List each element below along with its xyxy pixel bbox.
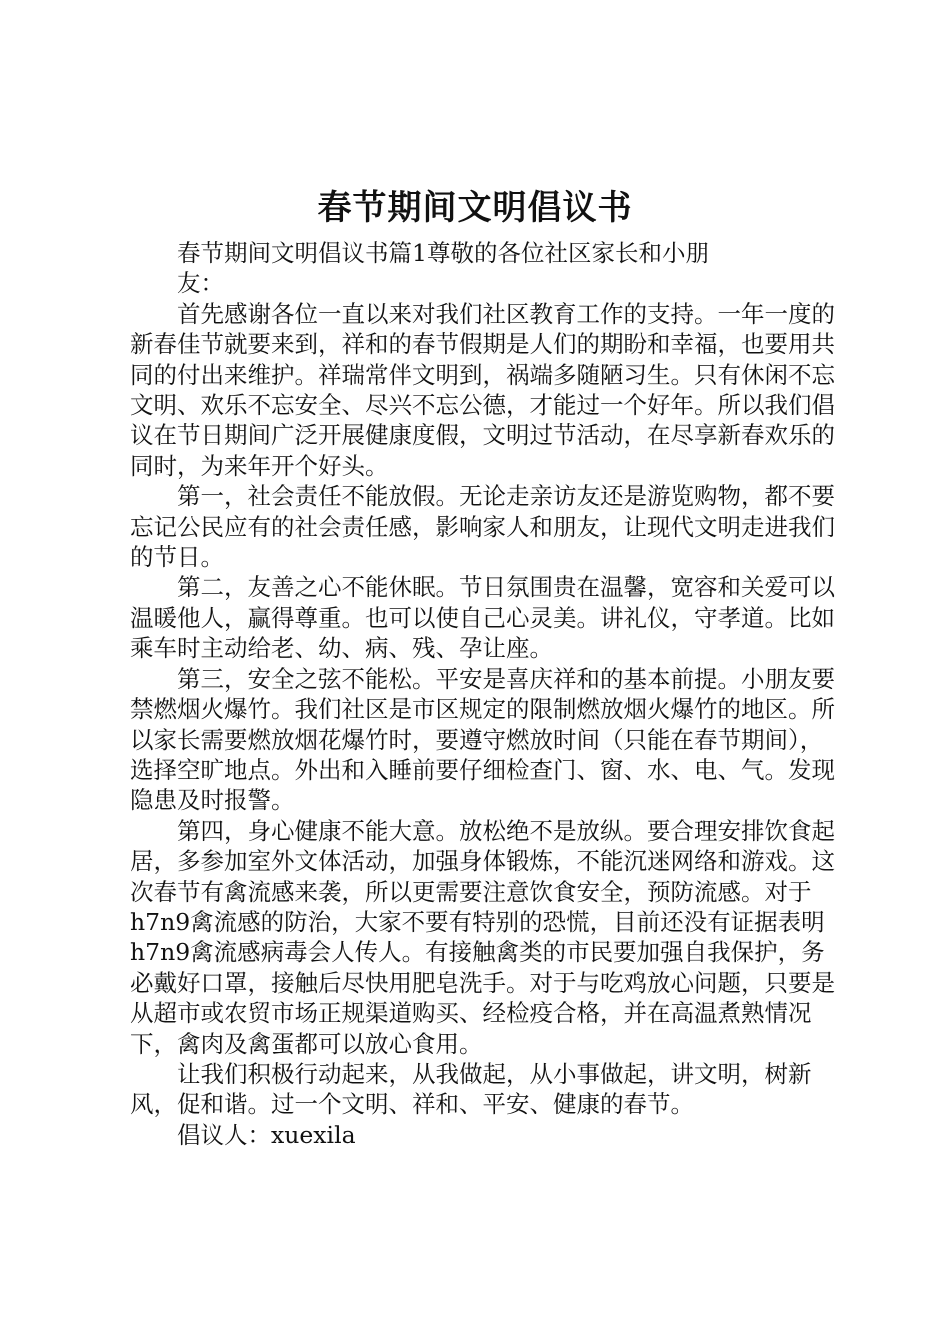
paragraph-first: 第一，社会责任不能放假。无论走亲访友还是游览购物，都不要忘记公民应有的社会责任感，影响家人和朋友，让现代文明走进我们的节日。 [130, 482, 835, 572]
paragraph-intro: 首先感谢各位一直以来对我们社区教育工作的支持。一年一度的新春佳节就要来到，祥和的春节假期是人们的期盼和幸福，也要用共同的付出来维护。祥瑞常伴文明到，祸端多随陋习生。只有休闲不忘文明、欢乐不忘安全、尽兴不忘公德，才能过一个好年。所以我们倡议在节日期间广泛开展健康度假，文明过节活动，在尽享新春欢乐的同时，为来年开个好头。 [130, 299, 835, 480]
document-body [130, 238, 840, 1150]
signature: 倡议人：xuexila [177, 1120, 356, 1149]
lead-line: 春节期间文明倡议书篇1尊敬的各位社区家长和小朋友： [177, 239, 709, 298]
paragraph-fourth: 第四，身心健康不能大意。放松绝不是放纵。要合理安排饮食起居，多参加室外文体活动，加强身体锻炼，不能沉迷网络和游戏。这次春节有禽流感来袭，所以更需要注意饮食安全，预防流感。对于h7n9禽流感的防治，大家不要有特别的恐慌，目前还没有证据表明h7n9禽流感病毒会人传人。有接触禽类的市民要加强自我保护，务必戴好口罩，接触后尽快用肥皂洗手。对于与吃鸡放心问题，只要是从超市或农贸市场正规渠道购买、经检疫合格，并在高温煮熟情况下，禽肉及禽蛋都可以放心食用。 [130, 816, 835, 1058]
paragraph-closing: 让我们积极行动起来，从我做起，从小事做起，讲文明，树新风，促和谐。过一个文明、祥和、平安、健康的春节。 [130, 1059, 812, 1119]
paragraph-third: 第三，安全之弦不能松。平安是喜庆祥和的基本前提。小朋友要禁燃烟火爆竹。我们社区是市区规定的限制燃放烟火爆竹的地区。所以家长需要燃放烟花爆竹时，要遵守燃放时间（只能在春节期间），选择空旷地点。外出和入睡前要仔细检查门、窗、水、电、气。发现隐患及时报警。 [130, 664, 835, 815]
paragraph-second: 第二，友善之心不能休眠。节日氛围贵在温馨，宽容和关爱可以温暖他人，赢得尊重。也可以使自己心灵美。讲礼仪，守孝道。比如乘车时主动给老、幼、病、残、孕让座。 [130, 573, 835, 663]
document-title: 春节期间文明倡议书 [317, 188, 633, 228]
